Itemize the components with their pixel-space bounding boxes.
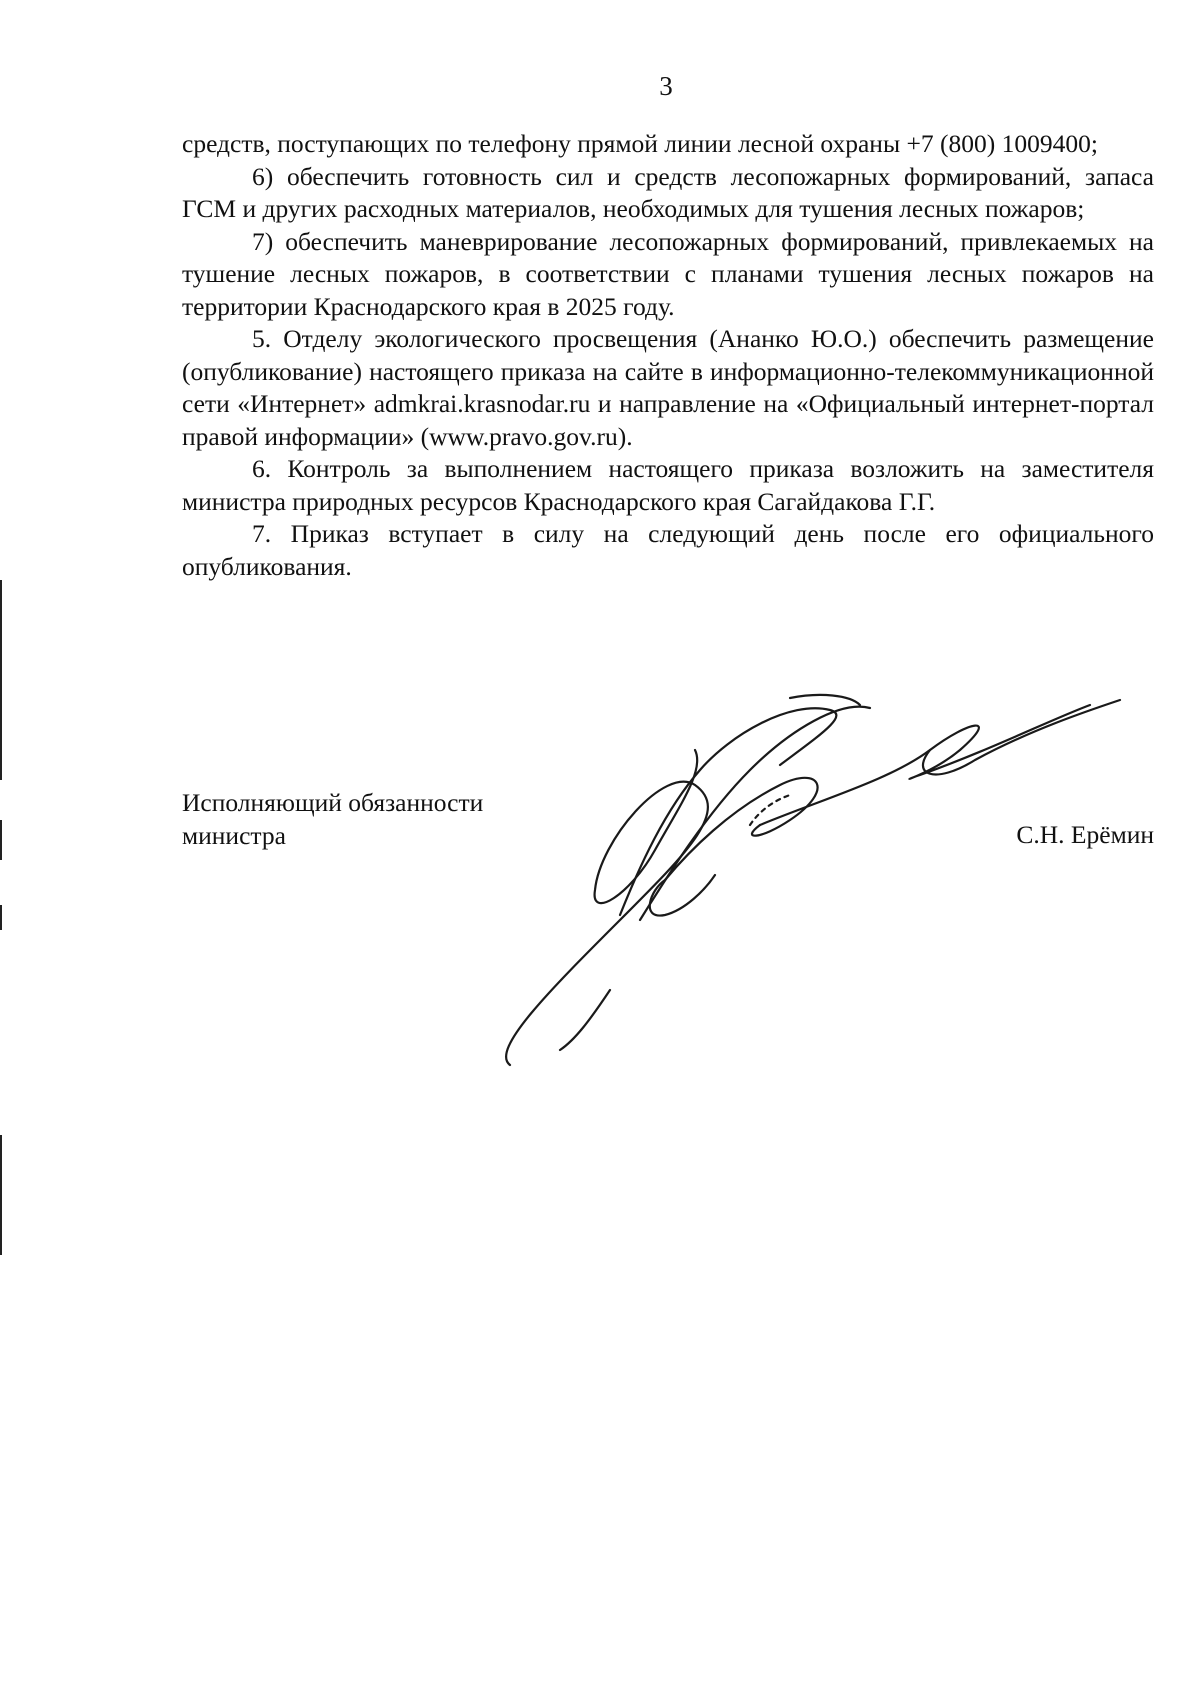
- signer-name: С.Н. Ерёмин: [1016, 820, 1154, 849]
- signer-title-line: министра: [182, 821, 286, 850]
- paragraph: 7) обеспечить маневрирование лесопожарных формирований, привлекаемых на тушение лесных пожаров, в соответствии с планами тушения лесных пожаров на территории Краснодарского края в 2025 году.: [182, 226, 1154, 321]
- document-body: [182, 128, 1154, 583]
- paragraph: 5. Отделу экологического просвещения (Ананко Ю.О.) обеспечить размещение (опубликование) настоящего приказа на сайте в информационно-телекоммуникационной сети «Интернет» admkrai.krasnodar.ru и направление на «Официальный интернет-портал правой информации» (www.pravo.gov.ru).: [182, 324, 1154, 451]
- signer-title: [182, 786, 483, 852]
- signer-title-line: Исполняющий обязанности: [182, 788, 484, 817]
- paragraph: 6) обеспечить готовность сил и средств лесопожарных формирований, запаса ГСМ и других расходных материалов, необходимых для тушения лесных пожаров;: [182, 161, 1154, 223]
- paragraph: 6. Контроль за выполнением настоящего приказа возложить на заместителя министра природных ресурсов Краснодарского края Сагайдакова Г.Г.: [182, 454, 1154, 516]
- scan-edge-mark: [0, 905, 2, 930]
- handwritten-signature: [490, 690, 1160, 1090]
- scan-edge-mark: [0, 580, 2, 780]
- paragraph: 7. Приказ вступает в силу на следующий день после его официального опубликования.: [182, 519, 1154, 581]
- scan-edge-mark: [0, 820, 2, 860]
- paragraph: средств, поступающих по телефону прямой линии лесной охраны +7 (800) 1009400;: [182, 129, 1098, 158]
- page-number: 3: [659, 71, 673, 101]
- scan-edge-mark: [0, 1135, 2, 1255]
